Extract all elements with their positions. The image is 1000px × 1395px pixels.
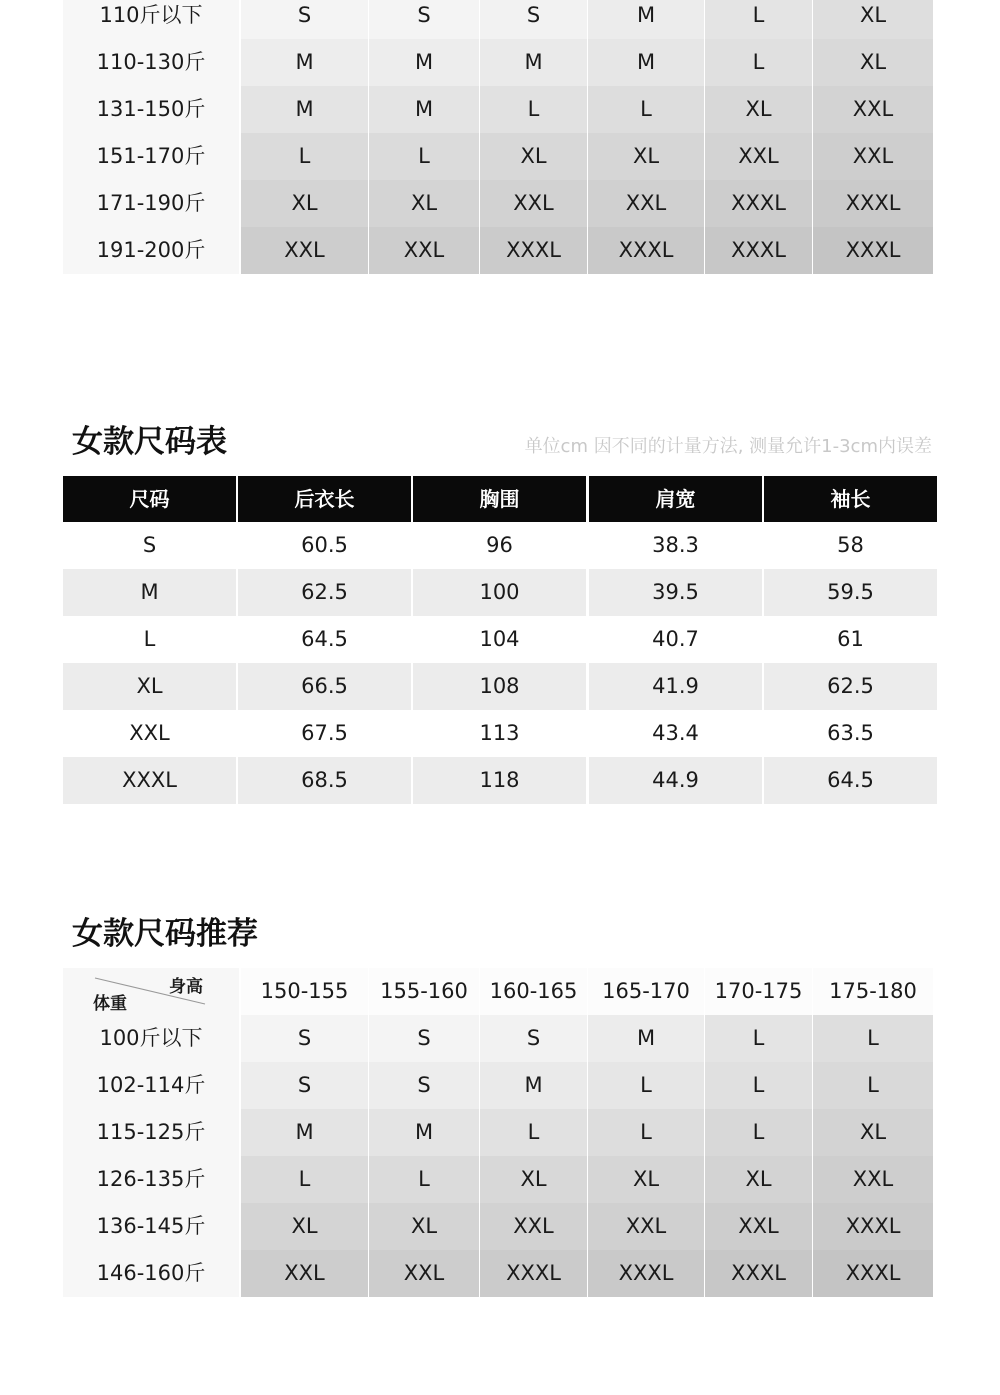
measurement-cell: 44.9 xyxy=(589,757,762,804)
size-cell: L xyxy=(480,86,587,133)
size-cell: XXL xyxy=(588,180,704,227)
size-cell: XXXL xyxy=(813,227,933,274)
size-cell: S xyxy=(480,0,587,39)
size-cell: L xyxy=(588,1109,704,1156)
size-label-cell: XL xyxy=(63,663,236,710)
measurement-cell: 62.5 xyxy=(764,663,937,710)
weight-range-cell: 102-114斤 xyxy=(63,1062,239,1109)
size-cell: XL xyxy=(480,133,587,180)
size-label-cell: XXXL xyxy=(63,757,236,804)
size-cell: XXL xyxy=(480,1203,587,1250)
weight-range-cell: 191-200斤 xyxy=(63,227,239,274)
table-row xyxy=(63,569,937,616)
height-column-header: 155-160 xyxy=(369,968,479,1015)
size-cell: S xyxy=(480,1015,587,1062)
size-cell: L xyxy=(813,1015,933,1062)
size-cell: M xyxy=(588,0,704,39)
size-label-cell: XXL xyxy=(129,721,170,745)
table-row xyxy=(63,1203,933,1250)
table-row xyxy=(63,522,937,569)
size-table-header-row xyxy=(63,476,937,522)
size-cell: XXL xyxy=(705,1203,812,1250)
table-row xyxy=(63,1109,933,1156)
measurement-cell: 58 xyxy=(837,533,864,557)
weight-range-cell: 115-125斤 xyxy=(63,1109,239,1156)
size-cell: S xyxy=(241,0,368,39)
size-cell: XXL xyxy=(480,180,587,227)
weight-range-cell: 151-170斤 xyxy=(63,133,239,180)
size-cell: XXXL xyxy=(588,227,704,274)
size-cell: L xyxy=(705,0,812,39)
size-cell: S xyxy=(369,1015,479,1062)
size-cell: M xyxy=(369,39,479,86)
size-cell: XL xyxy=(813,0,933,39)
weight-range-cell: 100斤以下 xyxy=(63,1015,239,1062)
table-row xyxy=(63,133,933,180)
size-cell: L xyxy=(588,86,704,133)
weight-range-cell: 126-135斤 xyxy=(63,1156,239,1203)
size-table-header-cell: 尺码 xyxy=(63,476,236,522)
size-cell: XXL xyxy=(588,1203,704,1250)
weight-range-cell: 110斤以下 xyxy=(63,0,239,39)
table-row xyxy=(63,1062,933,1109)
measurement-cell: 43.4 xyxy=(652,721,699,745)
measurement-cell: 41.9 xyxy=(589,663,762,710)
size-cell: M xyxy=(241,1109,368,1156)
measurement-cell: 64.5 xyxy=(764,757,937,804)
women-recommend-title: 女款尺码推荐 xyxy=(72,916,258,952)
table-row xyxy=(63,663,937,710)
size-cell: XL xyxy=(369,180,479,227)
weight-range-cell: 131-150斤 xyxy=(63,86,239,133)
size-cell: XL xyxy=(813,39,933,86)
measurement-cell: 38.3 xyxy=(652,533,699,557)
women-size-table-title: 女款尺码表 xyxy=(72,424,227,460)
size-cell: XL xyxy=(813,1109,933,1156)
height-axis-label: 身高 xyxy=(169,977,203,997)
corner-cell xyxy=(63,968,239,1015)
weight-range-cell: 146-160斤 xyxy=(63,1250,239,1297)
size-cell: M xyxy=(369,86,479,133)
size-cell: XXL xyxy=(813,133,933,180)
measurement-cell: 67.5 xyxy=(301,721,348,745)
measurement-cell: 60.5 xyxy=(301,533,348,557)
size-cell: L xyxy=(241,133,368,180)
table-row xyxy=(63,757,937,804)
table-row xyxy=(63,1015,933,1062)
men-size-recommend-table xyxy=(63,0,933,274)
size-cell: XXL xyxy=(241,1250,368,1297)
size-cell: S xyxy=(369,1062,479,1109)
size-cell: S xyxy=(241,1015,368,1062)
size-cell: L xyxy=(813,1062,933,1109)
size-cell: L xyxy=(588,1062,704,1109)
weight-range-cell: 171-190斤 xyxy=(63,180,239,227)
measurement-cell: 96 xyxy=(486,533,513,557)
size-cell: XXXL xyxy=(705,180,812,227)
size-cell: M xyxy=(588,39,704,86)
size-cell: L xyxy=(241,1156,368,1203)
size-cell: XL xyxy=(241,1203,368,1250)
size-cell: M xyxy=(480,39,587,86)
size-label-cell: L xyxy=(143,627,156,651)
women-size-table xyxy=(63,476,937,804)
size-cell: XXXL xyxy=(813,180,933,227)
measurement-cell: 100 xyxy=(413,569,586,616)
size-cell: XXL xyxy=(369,1250,479,1297)
size-table-header-cell: 袖长 xyxy=(764,476,937,522)
height-column-header: 150-155 xyxy=(241,968,368,1015)
size-cell: XL xyxy=(588,133,704,180)
size-cell: XL xyxy=(705,86,812,133)
measurement-cell: 61 xyxy=(837,627,864,651)
size-cell: L xyxy=(369,1156,479,1203)
size-table-header-cell: 胸围 xyxy=(413,476,586,522)
measurement-cell: 62.5 xyxy=(238,569,411,616)
measurement-cell: 113 xyxy=(479,721,520,745)
size-table-header-cell: 肩宽 xyxy=(589,476,762,522)
measurement-cell: 68.5 xyxy=(238,757,411,804)
size-cell: XXL xyxy=(813,86,933,133)
height-column-header: 160-165 xyxy=(480,968,587,1015)
size-table-header-cell: 后衣长 xyxy=(238,476,411,522)
diagonal-divider xyxy=(63,968,239,1015)
measurement-cell: 64.5 xyxy=(301,627,348,651)
size-cell: L xyxy=(705,1109,812,1156)
measurement-cell: 39.5 xyxy=(589,569,762,616)
size-cell: L xyxy=(705,39,812,86)
measurement-note: 单位cm 因不同的计量方法, 测量允许1-3cm内误差 xyxy=(524,436,932,457)
table-row xyxy=(63,227,933,274)
size-cell: S xyxy=(369,0,479,39)
size-cell: XXXL xyxy=(813,1250,933,1297)
table-row xyxy=(63,0,933,39)
size-cell: M xyxy=(241,86,368,133)
height-column-header: 165-170 xyxy=(588,968,704,1015)
size-cell: L xyxy=(480,1109,587,1156)
women-size-recommend-table xyxy=(63,968,933,1297)
table-row xyxy=(63,86,933,133)
size-cell: M xyxy=(241,39,368,86)
measurement-cell: 108 xyxy=(413,663,586,710)
table-row xyxy=(63,710,937,757)
size-cell: M xyxy=(588,1015,704,1062)
size-cell: XL xyxy=(705,1156,812,1203)
size-cell: XXXL xyxy=(705,1250,812,1297)
size-cell: XXL xyxy=(369,227,479,274)
table-row xyxy=(63,1156,933,1203)
size-cell: XXL xyxy=(241,227,368,274)
measurement-cell: 63.5 xyxy=(827,721,874,745)
size-cell: XL xyxy=(241,180,368,227)
table-row xyxy=(63,180,933,227)
measurement-cell: 40.7 xyxy=(652,627,699,651)
measurement-cell: 118 xyxy=(413,757,586,804)
weight-axis-label: 体重 xyxy=(93,994,127,1014)
size-cell: XXL xyxy=(705,133,812,180)
size-cell: M xyxy=(369,1109,479,1156)
height-column-header: 175-180 xyxy=(813,968,933,1015)
size-cell: S xyxy=(241,1062,368,1109)
table-row xyxy=(63,1250,933,1297)
size-cell: L xyxy=(705,1015,812,1062)
size-label-cell: S xyxy=(142,533,157,557)
size-cell: L xyxy=(705,1062,812,1109)
weight-range-cell: 110-130斤 xyxy=(63,39,239,86)
size-cell: XL xyxy=(588,1156,704,1203)
measurement-cell: 104 xyxy=(479,627,520,651)
size-cell: XXXL xyxy=(588,1250,704,1297)
height-column-header: 170-175 xyxy=(705,968,812,1015)
size-cell: XL xyxy=(369,1203,479,1250)
table-row xyxy=(63,616,937,663)
size-cell: XXXL xyxy=(813,1203,933,1250)
table-row xyxy=(63,39,933,86)
measurement-cell: 66.5 xyxy=(238,663,411,710)
measurement-cell: 59.5 xyxy=(764,569,937,616)
size-cell: XL xyxy=(480,1156,587,1203)
size-cell: XXL xyxy=(813,1156,933,1203)
height-header-row xyxy=(63,968,933,1015)
size-cell: XXXL xyxy=(480,227,587,274)
size-label-cell: M xyxy=(63,569,236,616)
size-cell: XXXL xyxy=(480,1250,587,1297)
weight-range-cell: 136-145斤 xyxy=(63,1203,239,1250)
size-cell: XXXL xyxy=(705,227,812,274)
size-cell: M xyxy=(480,1062,587,1109)
size-cell: L xyxy=(369,133,479,180)
